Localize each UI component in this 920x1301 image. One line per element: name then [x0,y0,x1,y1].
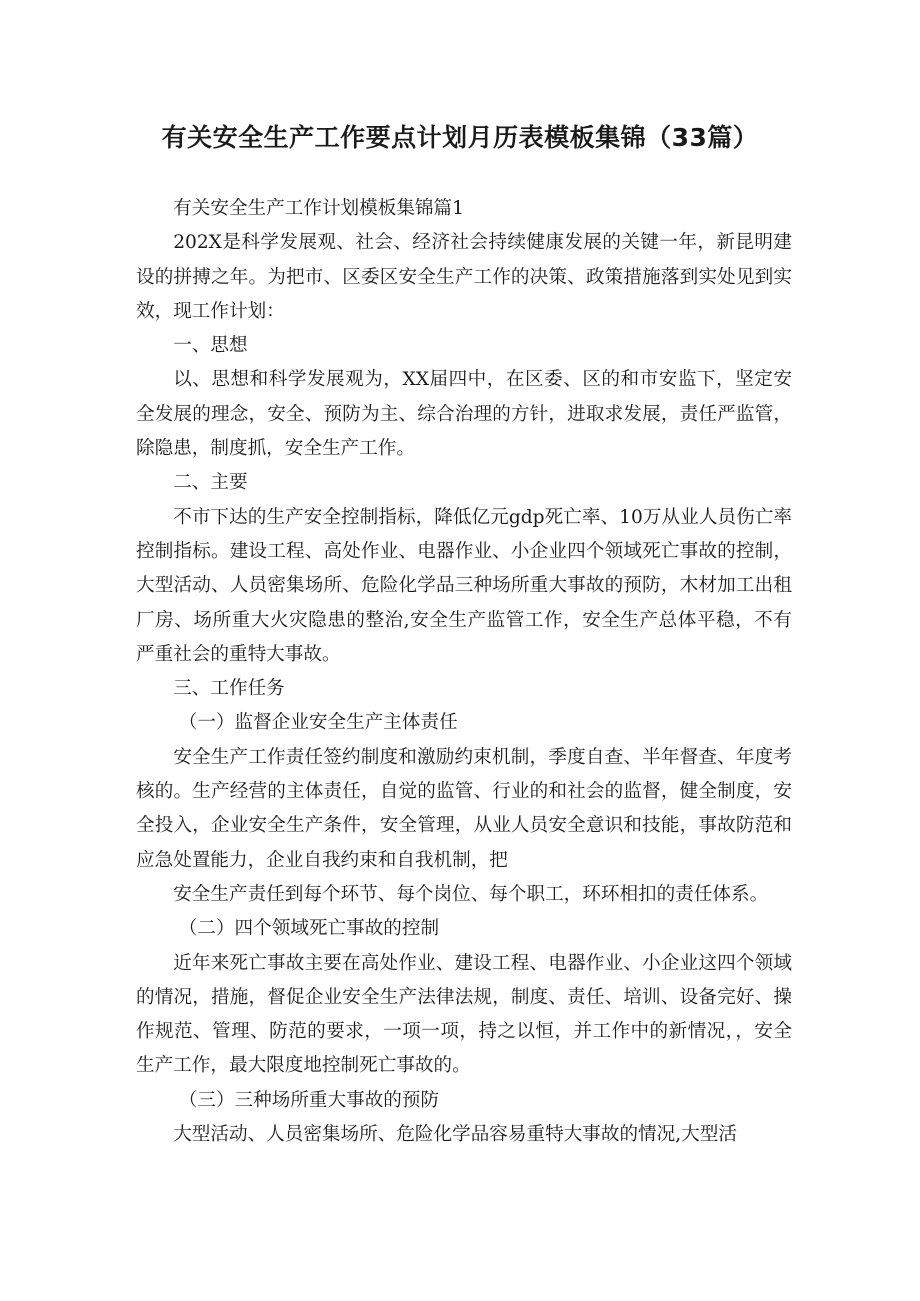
paragraph-main: 不市下达的生产安全控制指标，降低亿元gdp死亡率、10万从业人员伤亡率控制指标。建设工程、高处作业、电器作业、小企业四个领域死亡事故的控制，大型活动、人员密集场所、危险化学品三种场所重大事故的预防，木材加工出租厂房、场所重大火灾隐患的整治,安全生产监管工作，安全生产总体平稳，不有严重社会的重特大事故。 [136,506,792,665]
heading-main: 二、主要 [173,472,248,494]
paragraph-task-2: 近年来死亡事故主要在高处作业、建设工程、电器作业、小企业这四个领域的情况，措施，督促企业安全生产法律法规，制度、责任、培训、设备完好、操作规范、管理、防范的要求，一项一项，持之以恒，并工作中的新情况，，安全生产工作，最大限度地控制死亡事故的。 [136,952,792,1077]
paragraph-intro: 202X是科学发展观、社会、经济社会持续健康发展的关键一年，新昆明建设的拼搏之年。为把市、区委区安全生产工作的决策、政策措施落到实处见到实效，现工作计划： [136,232,792,322]
heading-thought: 一、思想 [173,335,248,357]
paragraph-task-3: 大型活动、人员密集场所、危险化学品容易重特大事故的情况,大型活 [173,1124,737,1146]
subheading-task-1: （一）监督企业安全生产主体责任 [178,712,458,734]
document-body [136,192,792,1152]
paragraph-thought: 以、思想和科学发展观为，XX届四中，在区委、区的和市安监下，坚定安全发展的理念，安全、预防为主、综合治理的方针，进取求发展，责任严监管，除隐患，制度抓，安全生产工作。 [136,369,792,460]
heading-tasks: 三、工作任务 [173,678,285,700]
section-heading: 有关安全生产工作计划模板集锦篇1 [173,198,464,219]
document-title: 有关安全生产工作要点计划月历表模板集锦（33篇） [161,123,759,152]
subheading-task-2: （二）四个领域死亡事故的控制 [178,918,440,940]
paragraph-task-1-cont: 安全生产责任到每个环节、每个岗位、每个职工，环环相扣的责任体系。 [173,883,769,905]
subheading-task-3: （三）三种场所重大事故的预防 [178,1089,440,1111]
paragraph-task-1: 安全生产工作责任签约制度和激励约束机制，季度自查、半年督查、年度考核的。生产经营的主体责任，自觉的监管、行业的和社会的监督，健全制度，安全投入，企业安全生产条件，安全管理，从业人员安全意识和技能，事故防范和应急处置能力，企业自我约束和自我机制，把 [136,746,792,871]
